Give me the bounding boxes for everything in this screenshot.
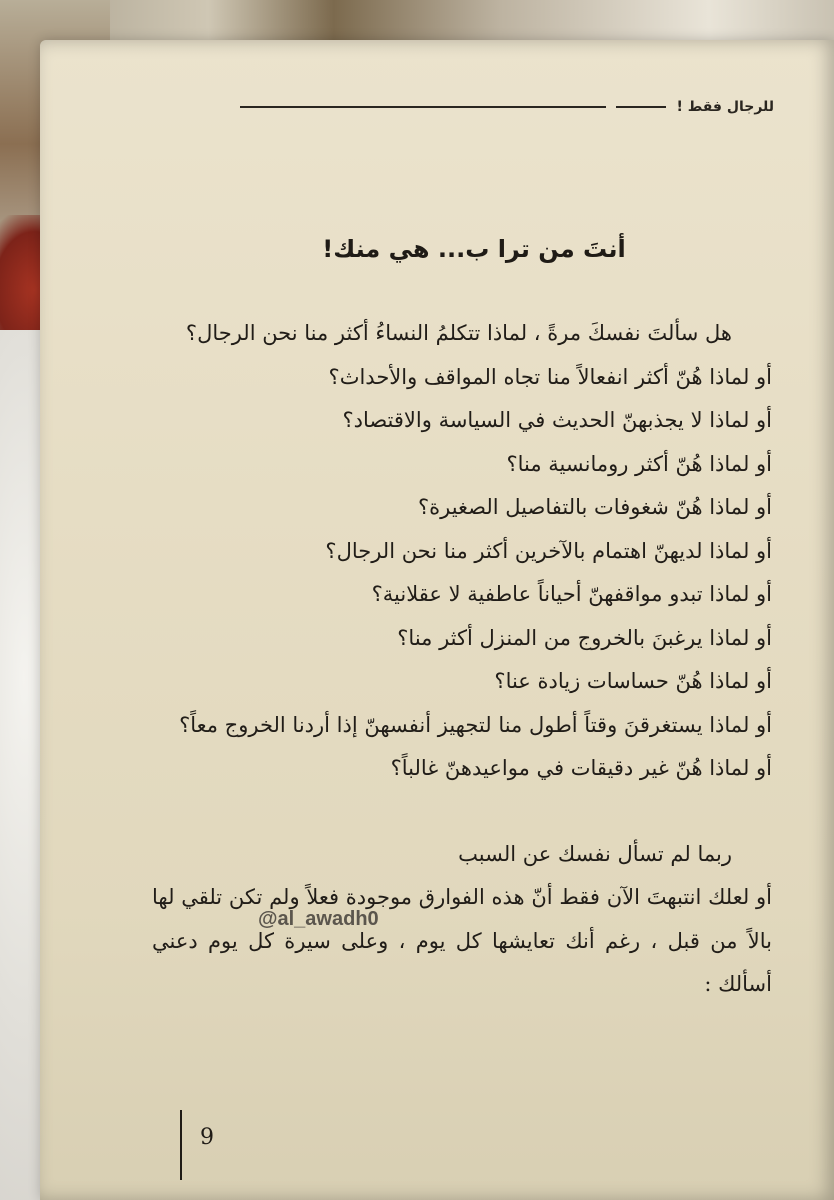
question-line: أو لماذا تبدو مواقفهنّ أحياناً عاطفية لا عقلانية؟ xyxy=(371,582,772,606)
closing-line: ربما لم تسأل نفسك عن السبب xyxy=(458,841,732,866)
question-line: أو لماذا يرغبنَ بالخروج من المنزل أكثر منا؟ xyxy=(397,625,772,650)
page-number: 9 xyxy=(200,1125,214,1150)
question-line: أو لماذا يستغرقنَ وقتاً أطول منا لتجهيز أنفسهنّ إذا أردنا الخروج معاً؟ xyxy=(179,712,772,737)
running-head xyxy=(240,92,774,122)
chapter-title: أنتَ من ترا ب... هي منك! xyxy=(322,235,626,263)
question-line: أو لماذا هُنّ أكثر انفعالاً منا تجاه المواقف والأحداث؟ xyxy=(328,364,772,389)
watermark-handle: @al_awadh0 xyxy=(258,908,379,930)
running-head-rule-short xyxy=(616,106,666,108)
question-line: أو لماذا هُنّ حساسات زيادة عنا؟ xyxy=(494,669,772,693)
body-text xyxy=(152,312,772,1007)
question-line: أو لماذا هُنّ أكثر رومانسية منا؟ xyxy=(506,451,772,476)
question-line: أو لماذا لديهنّ اهتمام بالآخرين أكثر منا نحن الرجال؟ xyxy=(325,538,772,563)
book-page xyxy=(40,40,834,1200)
question-line: أو لماذا هُنّ غير دقيقات في مواعيدهنّ غالباً؟ xyxy=(390,756,772,780)
intro-paragraph: هل سألتَ نفسكَ مرةً ، لماذا تتكلمُ النساءُ أكثر منا نحن الرجال؟ xyxy=(185,321,732,345)
running-head-text: للرجال فقط ! xyxy=(676,99,774,115)
page-number-rule xyxy=(180,1110,182,1180)
page-content xyxy=(40,40,834,1200)
question-line: أو لماذا هُنّ شغوفات بالتفاصيل الصغيرة؟ xyxy=(417,495,772,519)
running-head-rule-long xyxy=(240,106,606,108)
paragraph-gap xyxy=(152,791,772,833)
question-line: أو لماذا لا يجذبهنّ الحديث في السياسة والاقتصاد؟ xyxy=(342,408,772,432)
closing-paragraph: أو لعلك انتبهتَ الآن فقط أنّ هذه الفوارق موجودة فعلاً ولم تكن تلقي لها بالاً من قبل ، رغم أنك تعايشها كل يوم ، وعلى سيرة كل يوم دعني أسألك : xyxy=(152,885,772,996)
